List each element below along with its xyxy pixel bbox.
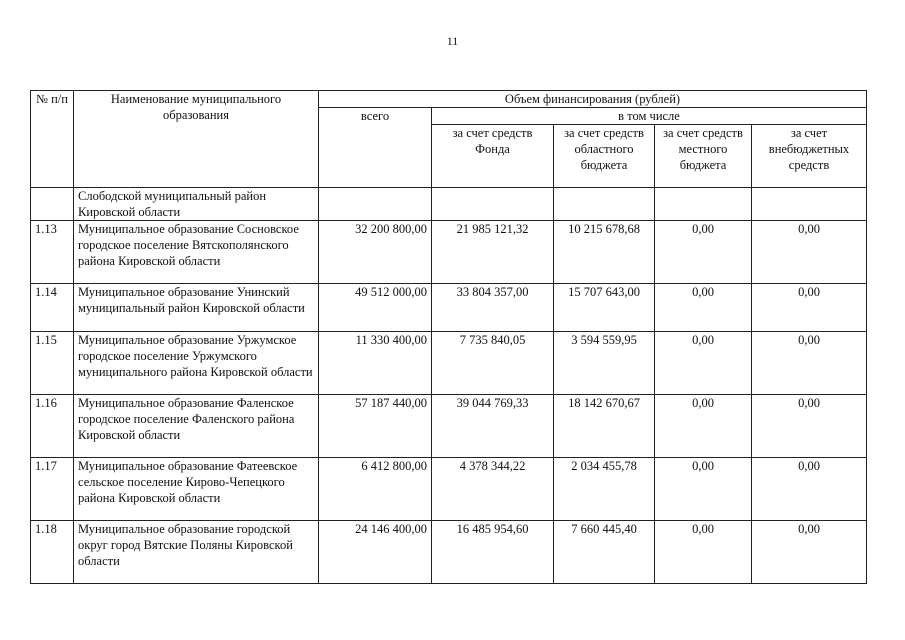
row-number: 1.13 — [31, 221, 74, 284]
row-regional: 10 215 678,68 — [554, 221, 655, 284]
header-regional: за счет средств областного бюджета — [554, 125, 655, 188]
row-number: 1.14 — [31, 284, 74, 332]
row-local: 0,00 — [655, 458, 752, 521]
table-row — [31, 221, 867, 284]
row-regional: 18 142 670,67 — [554, 395, 655, 458]
row-total: 57 187 440,00 — [319, 395, 432, 458]
funding-table — [30, 90, 867, 584]
row-extra: 0,00 — [752, 458, 867, 521]
table-row — [31, 332, 867, 395]
row-regional — [554, 188, 655, 221]
row-extra — [752, 188, 867, 221]
row-regional: 15 707 643,00 — [554, 284, 655, 332]
row-local — [655, 188, 752, 221]
table-body — [31, 188, 867, 584]
row-extra: 0,00 — [752, 221, 867, 284]
row-name: Муниципальное образование Фатеевское сельское поселение Кирово-Чепецкого района Кировской области — [74, 458, 319, 521]
header-funding: Объем финансирования (рублей) — [319, 91, 867, 108]
row-name: Муниципальное образование Сосновское городское поселение Вятскополянского района Кировской области — [74, 221, 319, 284]
row-extra: 0,00 — [752, 332, 867, 395]
row-fund: 4 378 344,22 — [432, 458, 554, 521]
row-total: 49 512 000,00 — [319, 284, 432, 332]
row-fund: 7 735 840,05 — [432, 332, 554, 395]
row-extra: 0,00 — [752, 284, 867, 332]
row-total: 32 200 800,00 — [319, 221, 432, 284]
row-regional: 3 594 559,95 — [554, 332, 655, 395]
table-row — [31, 284, 867, 332]
row-fund: 39 044 769,33 — [432, 395, 554, 458]
row-number — [31, 188, 74, 221]
row-local: 0,00 — [655, 521, 752, 584]
row-total: 24 146 400,00 — [319, 521, 432, 584]
table-row — [31, 521, 867, 584]
row-fund: 21 985 121,32 — [432, 221, 554, 284]
header-fund: за счет средств Фонда — [432, 125, 554, 188]
row-local: 0,00 — [655, 221, 752, 284]
row-total — [319, 188, 432, 221]
row-regional: 2 034 455,78 — [554, 458, 655, 521]
row-regional: 7 660 445,40 — [554, 521, 655, 584]
row-fund: 33 804 357,00 — [432, 284, 554, 332]
row-name: Муниципальное образование Уржумское городское поселение Уржумского муниципального района Кировской области — [74, 332, 319, 395]
row-local: 0,00 — [655, 332, 752, 395]
row-name: Муниципальное образование Унинский муниципальный район Кировской области — [74, 284, 319, 332]
row-local: 0,00 — [655, 284, 752, 332]
row-number: 1.15 — [31, 332, 74, 395]
row-name: Муниципальное образование Фаленское городское поселение Фаленского района Кировской области — [74, 395, 319, 458]
row-number: 1.16 — [31, 395, 74, 458]
header-extrabudget: за счет внебюджетных средств — [752, 125, 867, 188]
table-row — [31, 458, 867, 521]
row-extra: 0,00 — [752, 521, 867, 584]
header-including: в том числе — [432, 108, 867, 125]
header-total: всего — [319, 108, 432, 188]
row-total: 11 330 400,00 — [319, 332, 432, 395]
row-number: 1.17 — [31, 458, 74, 521]
table-row — [31, 188, 867, 221]
row-name: Муниципальное образование городской округ город Вятские Поляны Кировской области — [74, 521, 319, 584]
row-extra: 0,00 — [752, 395, 867, 458]
table-row — [31, 395, 867, 458]
page-number: 11 — [446, 34, 459, 48]
header-number: № п/п — [31, 91, 74, 188]
table-header — [31, 91, 867, 188]
row-name: Слободской муниципальный район Кировской области — [74, 188, 319, 221]
row-total: 6 412 800,00 — [319, 458, 432, 521]
row-fund: 16 485 954,60 — [432, 521, 554, 584]
row-number: 1.18 — [31, 521, 74, 584]
row-local: 0,00 — [655, 395, 752, 458]
header-name: Наименование муниципального образования — [74, 91, 319, 188]
row-fund — [432, 188, 554, 221]
header-local: за счет средств местного бюджета — [655, 125, 752, 188]
